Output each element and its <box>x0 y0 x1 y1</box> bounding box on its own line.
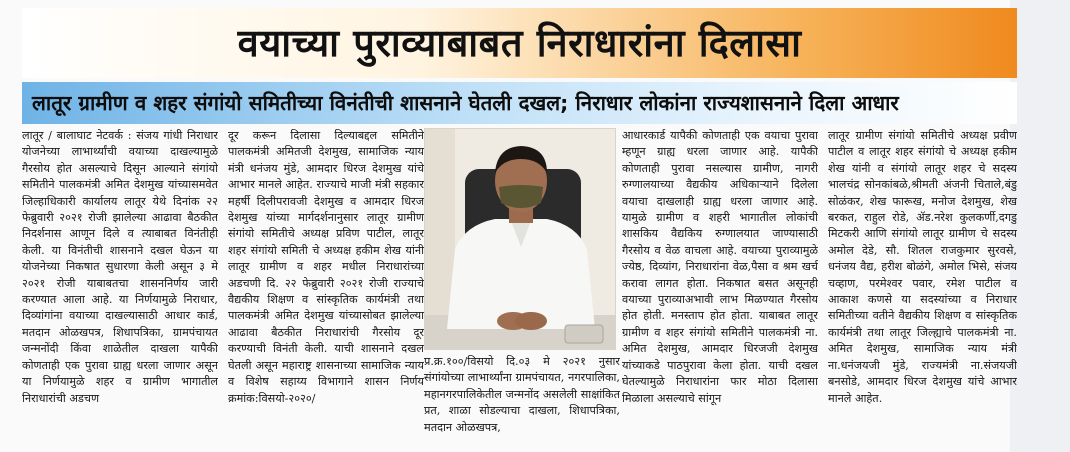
subheadline-band <box>22 82 1017 124</box>
article-column-2: दूर करून दिलासा दिल्याबद्दल समितीने पालकमंत्री अमितजी देशमुख, सामाजिक न्याय मंत्री धनंजय मुंडे, आमदार धिरज देशमुख यांचे आभार मानले आहेत. राज्याचे माजी मंत्री सहकार महर्षी दिलीपरावजी देशमुख व आमदार धिरज देशमुख यांच्या मार्गदर्शनानुसार लातूर ग्रामीण संगांयो समितीचे अध्यक्ष प्रविण पाटील, लातूर शहर संगांयो समिती चे अध्यक्ष हकीम शेख यांनी लातूर ग्रामीण व शहर मधील निराधारांच्या अडचणी दि. २२ फेब्रुवारी २०२१ रोजी राज्याचे वैद्यकीय शिक्षण व सांस्कृतिक कार्यमंत्री तथा पालकमंत्री अमित देशमुख यांच्यासोबत झालेल्या आढावा बैठकीत निराधारांची गैरसोय दूर करण्याची विनंती केली. याची शासनाने दखल घेतली असून महाराष्ट्र शासनाच्या सामाजिक न्याय व विशेष सहाय्य विभागाने शासन निर्णय क्रमांक:विसयो-२०२०/ <box>228 129 424 405</box>
headline-band <box>22 8 1017 78</box>
page-margin <box>1010 0 1070 452</box>
subheadline: लातूर ग्रामीण व शहर संगांयो समितीच्या विनंतीची शासनाने घेतली दखल; निराधार लोकांना राज्यशासनाने दिला आधार <box>32 90 899 115</box>
photo-block <box>424 128 620 444</box>
article-column-4: आधारकार्ड यापैकी कोणताही एक वयाचा पुरावा म्हणून ग्राह्य धरला जाणार आहे. यापैकी कोणताही पुरावा नसल्यास ग्रामीण, नागरी रुग्णालयाच्या वैद्यकीय अधिकाऱ्याने दिलेला वयाचा दाखलाही ग्राह्य धरला जाणार आहे. यामुळे ग्रामीण व शहरी भागातील लोकांची शासकिय वैद्यकिय रुग्णालयात जाण्यासाठी गैरसोय व वेळ वाचला आहे. वयाच्या पुराव्यामुळे ज्येष्ठ, दिव्यांग, निराधारांना वेळ,पैसा व श्रम खर्च करावा लागत होता. निकषात बसत असूनही वयाच्या पुराव्याअभावी लाभ मिळण्यात गैरसोय होत होती. मनस्ताप होत होता. याबाबत लातूर ग्रामीण व शहर संगांयो समितीने पालकमंत्री ना. अमित देशमुख, आमदार धिरजजी देशमुख यांच्याकडे पाठपुरावा केला होता. याची दखल घेतल्यामुळे निराधारांना फार मोठा दिलासा मिळाला असल्याचे सांगून <box>622 129 818 405</box>
article-column-1: लातूर / बालाघाट नेटवर्क : संजय गांधी निराधार योजनेच्या लाभार्थ्यांची वयाच्या दाखल्यामुळे गैरसोय होत असल्याचे दिसून आल्याने संगांयो समितीने पालकमंत्री अमित देशमुख यांच्यासमवेत जिल्हाधिकारी कार्यालय लातूर येथे दिनांक २२ फेब्रुवारी २०२१ रोजी झालेल्या आढावा बैठकीत निदर्शनास आणून दिले व त्याबाबत विनंतीही केली. या विनंतीची शासनाने दखल घेऊन या योजनेच्या निकषात सुधारणा केली असून ३ मे २०२१ रोजी याबाबतचा शासननिर्णय जारी करण्यात आला आहे. या निर्णयामुळे निराधार, दिव्यांगांना वयाच्या दाखल्यासाठी आधार कार्ड, मतदान ओळखपत्र, शिधापत्रिका, ग्रामपंचायत जन्मनोंदी किंवा शाळेतील दाखला यापैकी कोणताही एक पुरावा ग्राह्य धरला जाणार असून या निर्णयामुळे शहर व ग्रामीण भागातील निराधारांची अडचण <box>22 129 218 405</box>
article-photo <box>424 128 616 350</box>
headline: वयाच्या पुराव्याबाबत निराधारांना दिलासा <box>237 21 802 65</box>
article-body <box>22 128 1017 448</box>
photo-caption: प्र.क्र.१००/विसयो दि.०३ मे २०२१ नुसार संगांयोच्या लाभार्थ्यांना ग्रामपंचायत, नगरपालिका, महानगरपालिकेतील जन्मनोंद असलेली साक्षांकित प्रत, शाळा सोडल्याचा दाखला, शिधापत्रिका, मतदान ओळखपत्र, <box>424 355 620 434</box>
photo-illustration <box>425 129 616 350</box>
article-column-5: लातूर ग्रामीण संगांयो समितीचे अध्यक्ष प्रवीण पाटील व लातूर शहर संगांयो चे अध्यक्ष हकीम शेख यांनी व संगांयो लातूर शहर चे सदस्य भालचंद्र सोनकांबळे,श्रीमती अंजनी चिताले,बंडु सोळंकर, शेख फारूख, मनोज देशमुख, शेख बरकत, राहुल रोडे, ॲड.नरेश कुलकर्णी,दगडु मिटकरी आणि संगांयो लातूर ग्रामीण चे सदस्य अमोल देडे, सौ. शितल राजकुमार सुरवसे, धनंजय वैद्य, हरीश बोळंगे, अमोल भिसे, संजय चव्हाण, परमेश्वर पवार, रमेश पाटील व आकाश कणसे या सदस्यांच्या व निराधार समितीच्या वतीने वैद्यकीय शिक्षण व सांस्कृतिक कार्यमंत्री तथा लातूर जिल्ह्याचे पालकमंत्री ना. अमित देशमुख, सामाजिक न्याय मंत्री ना.धनंजयजी मुंडे, राज्यमंत्री ना.संजयजी बनसोडे, आमदार धिरज देशमुख यांचे आभार मानले आहेत. <box>828 129 1017 405</box>
